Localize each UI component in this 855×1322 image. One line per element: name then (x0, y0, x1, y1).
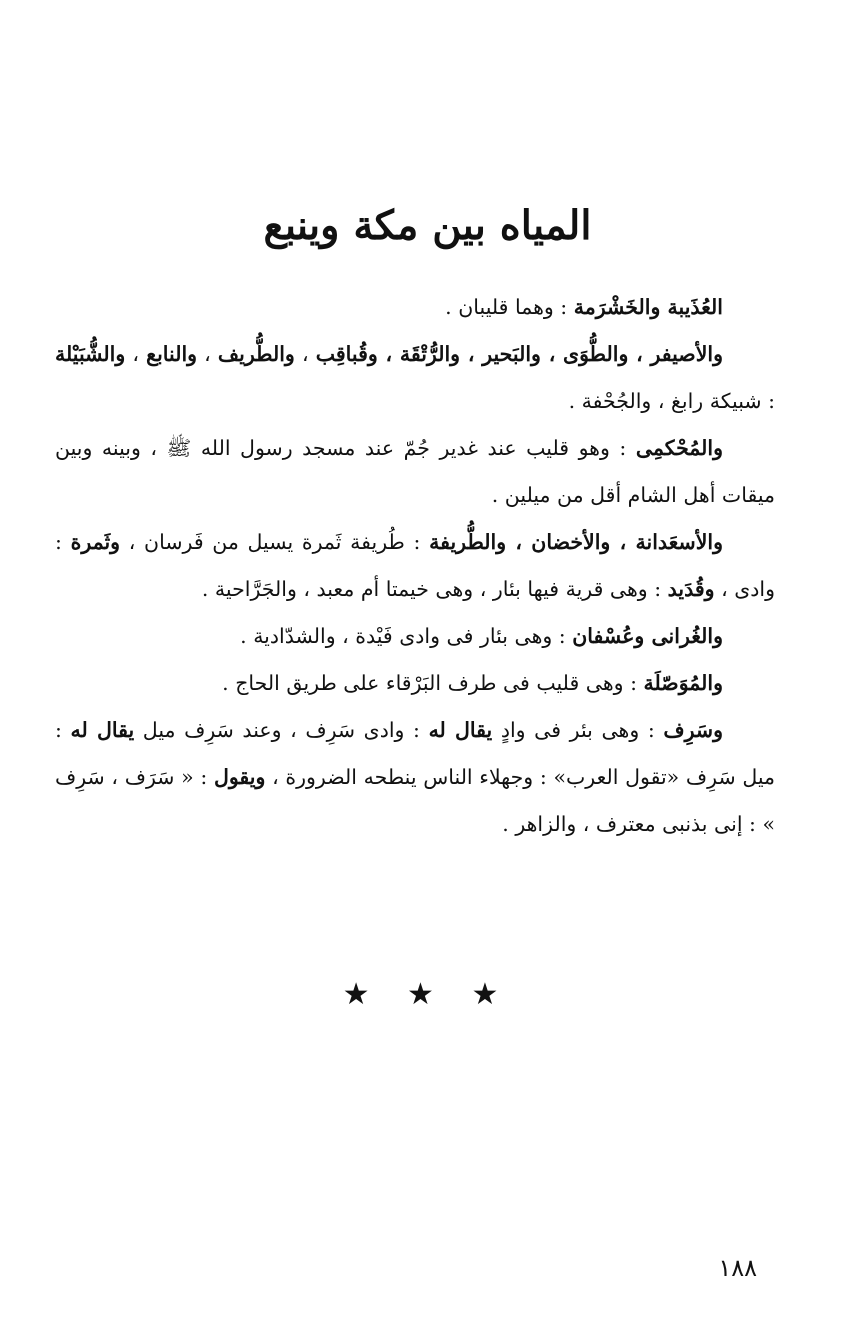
phrase-yuqal-lahu: يقال له (428, 718, 493, 742)
term-usayfir: والأصيفر ، والطُّوَى ، والبَحير ، والرُّتْقَة ، (377, 342, 724, 366)
term-qudayd: وقُدَيد (667, 577, 715, 601)
definition-shubayla: : شبيكة رابغ ، والجُحْفة . (568, 389, 775, 413)
definition-asadana: : طُريفة ثَمرة يسيل من فَرسان ، (120, 530, 430, 554)
phrase-yuqal-lahu-2: يقال له (70, 718, 135, 742)
definition-adhayba: : وهما قليبان . (445, 295, 574, 319)
paragraph-muwassala (55, 660, 775, 707)
separator: ، (197, 342, 218, 366)
term-thamra: وثَمرة (70, 530, 121, 554)
term-sarif: وسَرِف (663, 718, 724, 742)
page-number: ١٨٨ (718, 1254, 757, 1282)
term-asadana: والأسعَدانة ، والأخضان ، والطُّريفة (429, 530, 724, 554)
definition-sarif-4: : « سَرَف ، سَرِف » : إنى بذنبى معترف ، والزاهر . (55, 765, 775, 836)
definition-muwassala: : وهى قليب فى طرف البَرْقاء على طريق الحاج . (222, 671, 644, 695)
body-text (55, 284, 775, 848)
paragraph-asadana (55, 519, 775, 613)
definition-thamra: : وادى ، (55, 530, 775, 601)
definition-qudayd: : وهى قرية فيها بئار ، وهى خيمتا أم معبد ، والجَرَّاحية . (201, 577, 668, 601)
term-muwassala: والمُوَصّلَة (643, 671, 723, 695)
term-ghurani: والغُرانى وعُسْفان (572, 624, 723, 648)
term-nabi: والنابع (146, 342, 198, 366)
paragraph-muhkimi (55, 425, 775, 519)
term-turayf: والطُّريف (217, 342, 295, 366)
separator: ، (294, 342, 316, 366)
paragraph-adhayba (55, 284, 775, 331)
page-title: المياه بين مكة وينبع (263, 202, 592, 249)
term-shubayla: والشُّبَيْلة (55, 342, 126, 366)
definition-ghurani: : وهى بئار فى وادى فَيْدة ، والشدّادية . (240, 624, 573, 648)
term-qubaqib: وقُباقِب (315, 342, 378, 366)
definition-sarif-3: : ميل سَرِف «تقول العرب» : وجهلاء الناس ينطحه الضرورة ، (55, 718, 776, 789)
term-adhayba: العُذَيبة والخَشْرَمة (573, 295, 723, 319)
definition-muhkimi: : وهو قليب عند غدير جُمّ عند مسجد رسول الله ﷺ ، وبينه وبين ميقات أهل الشام أقل من ميلين . (55, 436, 775, 507)
separator: ، (125, 342, 147, 366)
paragraph-usayfir (55, 331, 775, 425)
paragraph-ghurani (55, 613, 775, 660)
section-divider-stars: ★ ★ ★ (342, 977, 513, 1012)
term-muhkimi: والمُحْكمِى (635, 436, 723, 460)
definition-sarif: : وهى بئر فى وادٍ (492, 718, 664, 742)
definition-sarif-2: : وادى سَرِف ، وعند سَرِف ميل (134, 718, 429, 742)
phrase-wa-yaqul: ويقول (213, 765, 266, 789)
paragraph-sarif (55, 707, 775, 848)
